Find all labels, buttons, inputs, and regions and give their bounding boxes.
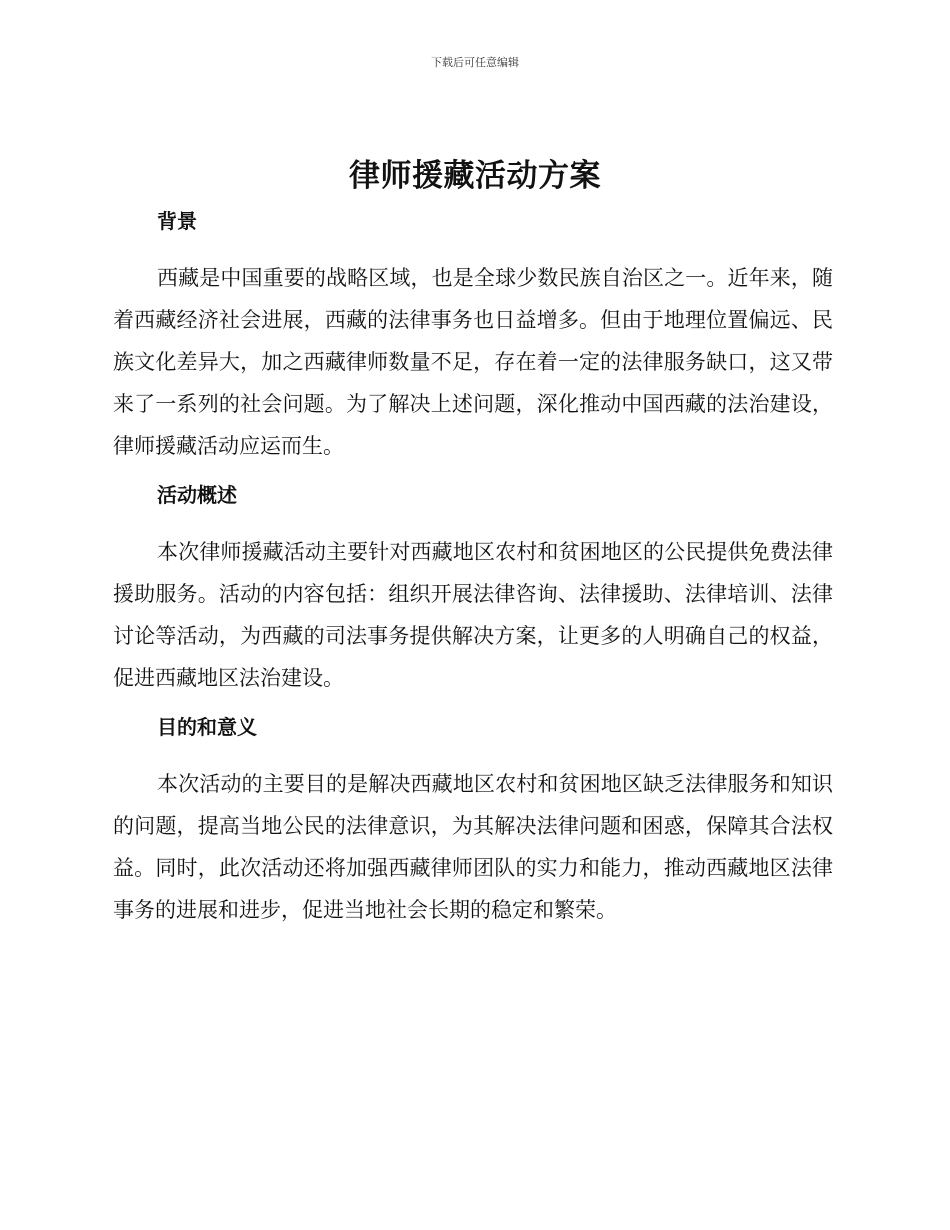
section-paragraph: 本次活动的主要目的是解决西藏地区农村和贫困地区缺乏法律服务和知识的问题，提高当地公民的法律意识，为其解决法律问题和困惑，保障其合法权益。同时，此次活动还将加强西藏律师团队的实力和能力，推动西藏地区法律事务的进展和进步，促进当地社会长期的稳定和繁荣。 [113, 772, 833, 922]
section-overview [113, 479, 833, 699]
section-paragraph: 西藏是中国重要的战略区域，也是全球少数民族自治区之一。近年来，随着西藏经济社会进展，西藏的法律事务也日益增多。但由于地理位置偏远、民族文化差异大，加之西藏律师数量不足，存在着一定的法律服务缺口，这又带来了一系列的社会问题。为了解决上述问题，深化推动中国西藏的法治建设，律师援藏活动应运而生。 [113, 266, 833, 458]
section-background [113, 205, 833, 467]
section-heading: 目的和意义 [157, 715, 257, 739]
document-body [113, 205, 833, 943]
section-purpose [113, 711, 833, 931]
page-header: 下载后可任意编辑 [431, 56, 519, 69]
section-paragraph: 本次律师援藏活动主要针对西藏地区农村和贫困地区的公民提供免费法律援助服务。活动的内容包括：组织开展法律咨询、法律援助、法律培训、法律讨论等活动，为西藏的司法事务提供解决方案，让更多的人明确自己的权益，促进西藏地区法治建设。 [113, 540, 833, 690]
section-heading: 活动概述 [157, 483, 237, 507]
section-heading: 背景 [157, 209, 197, 233]
document-title: 律师援藏活动方案 [349, 158, 601, 194]
